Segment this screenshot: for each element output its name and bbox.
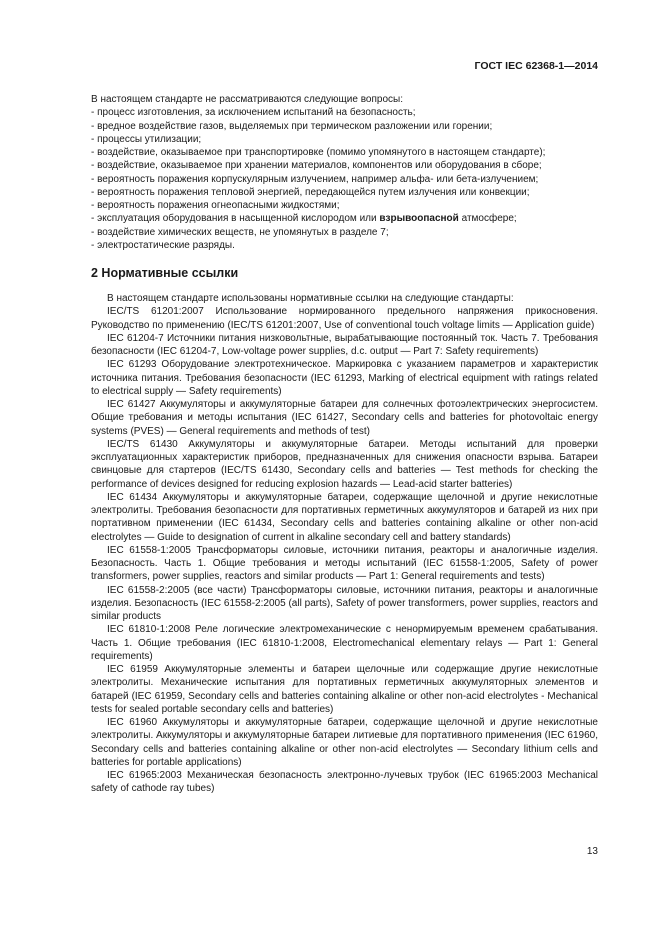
reference-item: IEC 61427 Аккумуляторы и аккумуляторные батареи для солнечных фотоэлектрических энергосистем. Общие требования и методы испытания (IEC 61427, Secondary cells and batteries for photovoltaic energy systems (PVES) — General requirements and methods of test) (91, 399, 598, 437)
document-header: ГОСТ IEC 62368-1—2014 (474, 60, 598, 72)
list-item: - воздействие, оказываемое при транспортировке (помимо упомянутого в настоящем стандарте); (91, 147, 546, 158)
list-item: - вероятность поражения огнеопасными жидкостями; (91, 200, 340, 211)
scope-intro: В настоящем стандарте не рассматриваются следующие вопросы: (91, 94, 403, 105)
reference-item: IEC/TS 61430 Аккумуляторы и аккумуляторные батареи. Методы испытаний для проверки эксплуатационных характеристик приборов, предназначенных для снижения опасности взрыва. Батареи свинцовые для стартеров (IEC/TS 61430, Secondary cells and batteries — Test methods for checking the performance of devices designed for reducing explosion hazards — Lead-acid starter batteries) (91, 438, 598, 490)
scope-exclusions (91, 93, 598, 252)
list-item: - процесс изготовления, за исключением испытаний на безопасность; (91, 107, 416, 119)
reference-item: IEC 61558-2:2005 (все части) Трансформаторы силовые, источники питания, реакторы и аналогичные изделия. Безопасность (IEC 61558-2:2005 (all parts), Safety of power transformers, power supplies, reactors and similar products (91, 584, 598, 622)
refs-intro: В настоящем стандарте использованы нормативные ссылки на следующие стандарты: (107, 293, 514, 304)
reference-item: IEC 61558-1:2005 Трансформаторы силовые, источники питания, реакторы и аналогичные изделия. Безопасность. Часть 1. Общие требования и методы испытаний (IEC 61558-1:2005, Safety of power transformers, power supplies, reactors and similar products — Part 1: General requirements and tests) (91, 544, 598, 583)
reference-item: IEC 61960 Аккумуляторы и аккумуляторные батареи, содержащие щелочной и другие некислотные электролиты. Аккумуляторы и аккумуляторные батареи литиевые для портативного применения (IEC 61960, Secondary cells and batteries containing alkaline or other non-acid electrolytes — Secondary lithium cells and batteries for portable applications) (91, 717, 598, 768)
list-item (91, 212, 598, 225)
reference-item: IEC 61959 Аккумуляторные элементы и батареи щелочные или содержащие другие некислотные электролиты. Механические испытания для портативных герметичных аккумуляторных элементов и батарей (IEC 61959, Secondary cells and batteries containing alkaline or other non-acid electrolytes - Mechanical tests for sealed portable secondary cells and batteries) (91, 664, 598, 715)
list-item: - воздействие химических веществ, не упомянутых в разделе 7; (91, 226, 389, 238)
list-item-text: атмосфере; (458, 213, 517, 225)
reference-item: IEC 61434 Аккумуляторы и аккумуляторные батареи, содержащие щелочной и другие некислотные электролиты. Требования безопасности для портативных герметичных аккумуляторов и батарей из них при портативном применении (IEC 61434, Secondary cells and batteries containing alkaline or other non-acid electrolytes — Guide to designation of current in alkaline secondary cell and battery standards) (91, 491, 598, 543)
normative-references (91, 292, 598, 796)
list-item: - электростатические разряды. (91, 239, 235, 251)
list-item: - вероятность поражения тепловой энергией, передающейся путем излучения или конвекции; (91, 186, 530, 198)
list-item-text: - эксплуатация оборудования в насыщенной кислородом или (91, 213, 380, 225)
reference-item: IEC 61204-7 Источники питания низковольтные, вырабатывающие постоянный ток. Часть 7. Требования безопасности (IEC 61204-7, Low-voltage power supplies, d.c. output — Part 7: Safety requirements) (91, 332, 598, 357)
section-heading: 2 Нормативные ссылки (91, 266, 239, 280)
emphasis: взрывоопасной (379, 213, 459, 225)
list-item: - воздействие, оказываемое при хранении материалов, компонентов или оборудования в сборе; (91, 160, 542, 172)
reference-item: IEC 61293 Оборудование электротехническое. Маркировка с указанием параметров и характеристик источника питания. Требования безопасности (IEC 61293, Marking of electrical equipment with ratings related to electrical supply — Safety requirements) (91, 359, 598, 397)
reference-item: IEC 61965:2003 Механическая безопасность электронно-лучевых трубок (IEC 61965:2003 Mechanical safety of cathode ray tubes) (91, 770, 598, 795)
list-item: - вредное воздействие газов, выделяемых при термическом разложении или горении; (91, 120, 493, 132)
page-number: 13 (586, 846, 598, 857)
list-item: - процессы утилизации; (91, 133, 202, 145)
list-item: - вероятность поражения корпускулярным излучением, например альфа- или бета-излучением; (91, 173, 539, 185)
reference-item: IEC 61810-1:2008 Реле логические электромеханические с ненормируемым временем срабатывания. Часть 1. Общие требования (IEC 61810-1:2008, Electromechanical elementary relays — Part 1: General requirements) (91, 624, 598, 662)
reference-item: IEC/TS 61201:2007 Использование нормированного предельного напряжения прикосновения. Руководство по применению (IEC/TS 61201:2007, Use of conventional touch voltage limits — Application guide) (91, 306, 598, 331)
